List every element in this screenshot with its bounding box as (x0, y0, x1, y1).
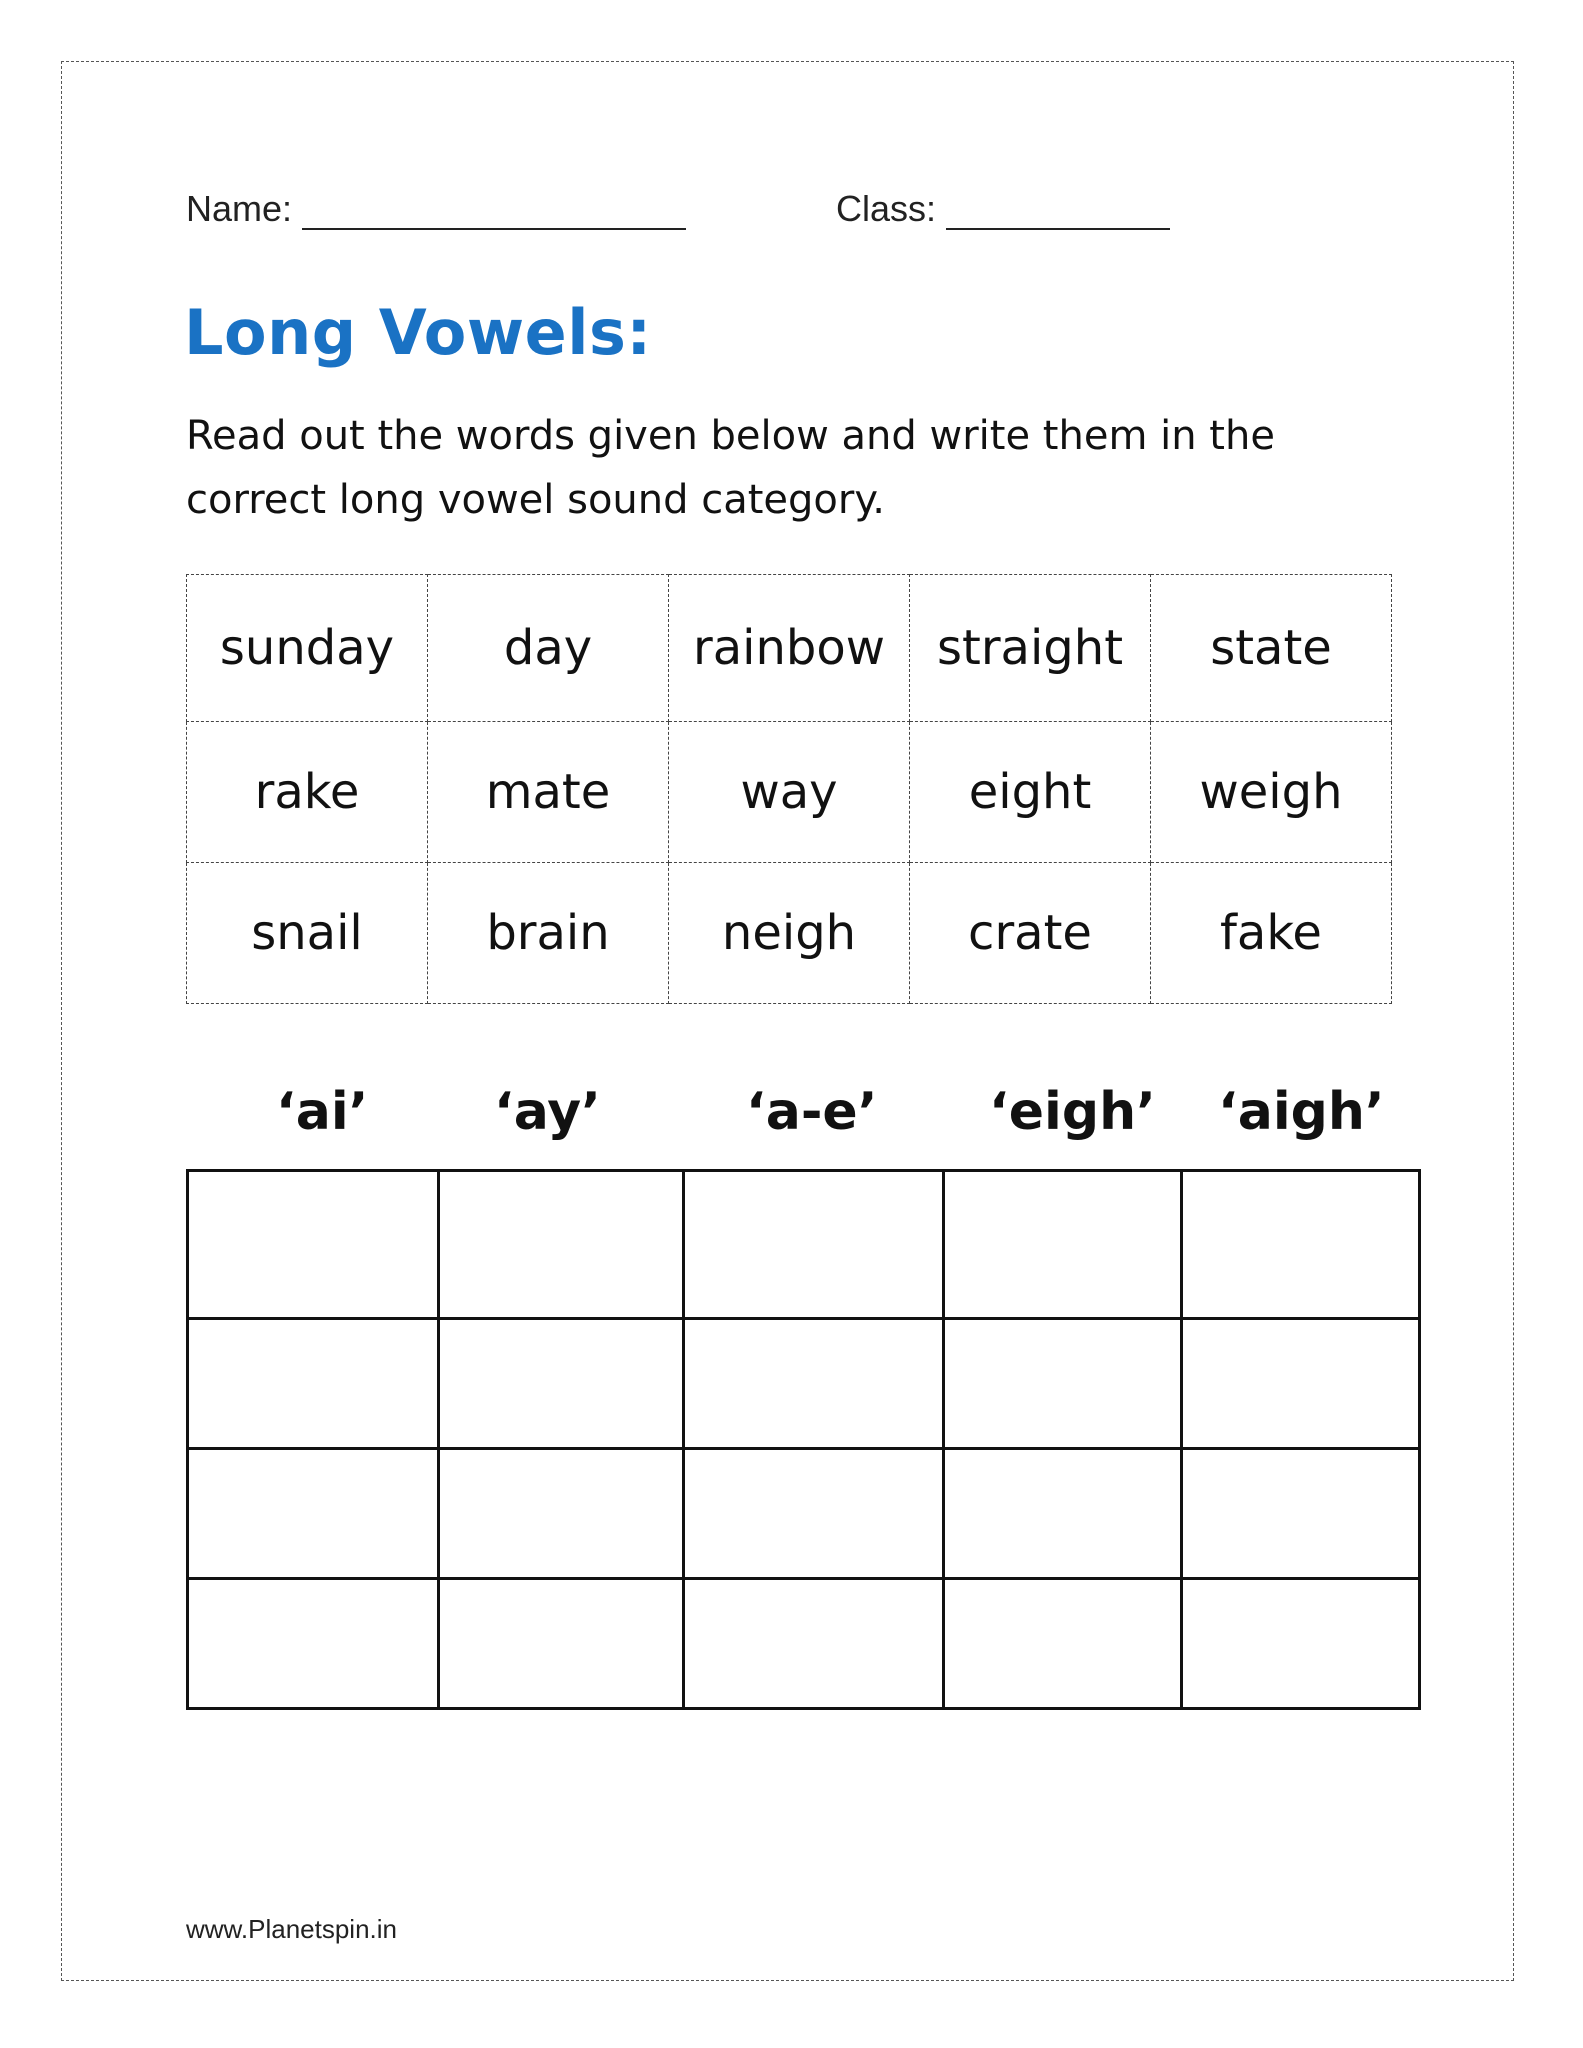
answer-cell[interactable] (944, 1449, 1182, 1579)
word-cell: neigh (669, 863, 910, 1004)
word-cell: rake (187, 722, 428, 863)
word-cell: snail (187, 863, 428, 1004)
word-cell: mate (428, 722, 669, 863)
student-info-row (186, 188, 1286, 238)
word-bank-table (186, 574, 1392, 1004)
word-cell: way (669, 722, 910, 863)
answer-row (188, 1319, 1420, 1449)
answer-cell[interactable] (1182, 1319, 1420, 1449)
answer-cell[interactable] (944, 1171, 1182, 1319)
answer-cell[interactable] (439, 1449, 684, 1579)
page-title: Long Vowels: (184, 296, 652, 369)
word-cell: brain (428, 863, 669, 1004)
category-ai: ‘ai’ (276, 1082, 369, 1142)
name-label: Name: (186, 188, 293, 229)
answer-cell[interactable] (1182, 1579, 1420, 1709)
answer-table (186, 1169, 1421, 1710)
answer-cell[interactable] (439, 1579, 684, 1709)
class-field (836, 188, 1170, 230)
word-cell: day (428, 575, 669, 722)
word-cell: eight (910, 722, 1151, 863)
answer-row (188, 1449, 1420, 1579)
answer-cell[interactable] (439, 1319, 684, 1449)
instructions: Read out the words given below and write them in the correct long vowel sound category. (186, 413, 1275, 523)
word-cell: straight (910, 575, 1151, 722)
word-cell: sunday (187, 575, 428, 722)
answer-cell[interactable] (944, 1319, 1182, 1449)
footer-website: www.Planetspin.in (186, 1914, 397, 1944)
answer-cell[interactable] (188, 1319, 439, 1449)
answer-cell[interactable] (1182, 1449, 1420, 1579)
category-aigh: ‘aigh’ (1218, 1082, 1385, 1142)
answer-row (188, 1579, 1420, 1709)
word-row (187, 863, 1392, 1004)
answer-cell[interactable] (684, 1319, 944, 1449)
answer-cell[interactable] (944, 1579, 1182, 1709)
answer-cell[interactable] (684, 1171, 944, 1319)
category-eigh: ‘eigh’ (989, 1082, 1156, 1142)
answer-row (188, 1171, 1420, 1319)
word-cell: fake (1151, 863, 1392, 1004)
answer-cell[interactable] (684, 1449, 944, 1579)
class-label: Class: (836, 188, 937, 229)
word-cell: state (1151, 575, 1392, 722)
name-field (186, 188, 686, 230)
word-cell: rainbow (669, 575, 910, 722)
answer-cell[interactable] (439, 1171, 684, 1319)
word-row (187, 722, 1392, 863)
answer-cell[interactable] (188, 1579, 439, 1709)
answer-cell[interactable] (1182, 1171, 1420, 1319)
category-ay: ‘ay’ (494, 1082, 601, 1142)
answer-cell[interactable] (684, 1579, 944, 1709)
category-a-e: ‘a-e’ (746, 1082, 878, 1142)
name-blank-line[interactable] (302, 190, 686, 230)
word-cell: crate (910, 863, 1151, 1004)
word-cell: weigh (1151, 722, 1392, 863)
answer-cell[interactable] (188, 1449, 439, 1579)
category-headers (186, 1082, 1418, 1152)
answer-cell[interactable] (188, 1171, 439, 1319)
word-row (187, 575, 1392, 722)
class-blank-line[interactable] (946, 190, 1170, 230)
